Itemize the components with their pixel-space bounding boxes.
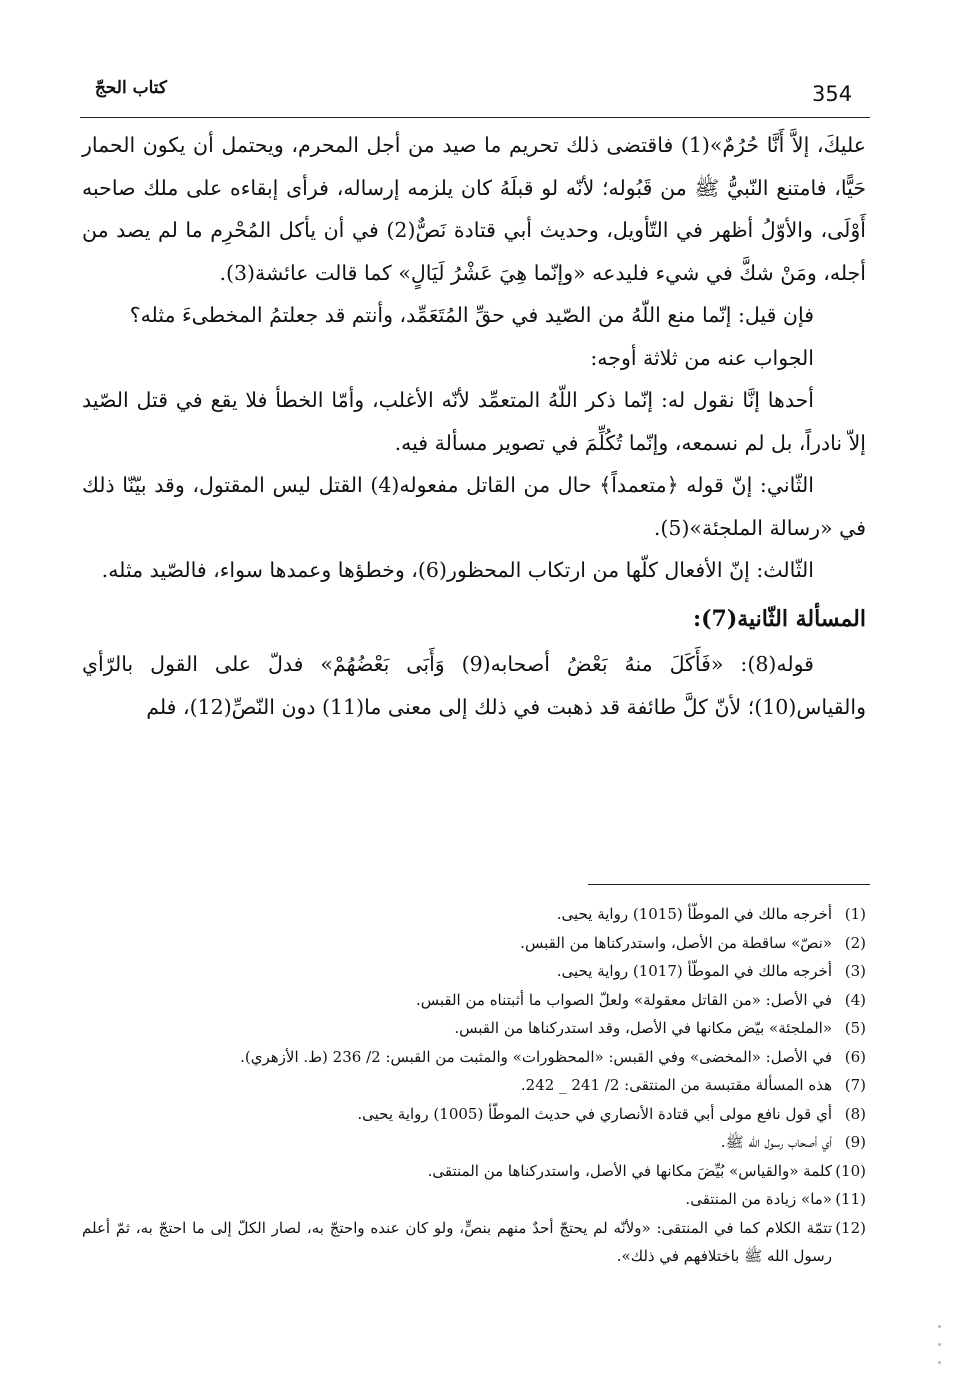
footnote-item xyxy=(82,1014,866,1043)
header-rule xyxy=(80,117,870,118)
page-number: 354 xyxy=(812,82,853,106)
footnote-item xyxy=(82,1157,866,1186)
section-heading: المسألة الثّانية(7): xyxy=(693,605,866,632)
footnote-number: (1) xyxy=(844,905,866,923)
footnote-rule xyxy=(588,884,870,885)
footnote-text: في الأصل: «المخضى» وفي القبس: «المحظورات» والمثبت من القبس: 2/ 236 (ط. الأزهري). xyxy=(240,1047,832,1066)
paragraph: الثّاني: إنّ قوله ﴿متعمداً﴾ حال من القاتل مفعوله(4) القتل ليس المقتول، وقد بيّنّا ذلك في «رسالة الملجئة»(5). xyxy=(82,473,866,540)
footnotes xyxy=(82,900,866,1271)
footnote-number: (5) xyxy=(844,1019,866,1037)
footnote-number: (11) xyxy=(835,1190,866,1208)
footnote-item xyxy=(82,1185,866,1214)
footnote-number: (9) xyxy=(844,1133,866,1151)
footnote-item xyxy=(82,1128,866,1157)
footnote-number: (3) xyxy=(844,962,866,980)
scan-speck xyxy=(938,1361,941,1364)
footnote-item xyxy=(82,986,866,1015)
footnote-text: أخرجه مالك في الموطّأ (1015) رواية يحيى. xyxy=(556,905,832,923)
scan-speck xyxy=(938,1343,941,1346)
footnote-text: تتمّة الكلام كما في المنتقى: «ولأنّه لم يحتجّ أحدٌ منهم بنصٍّ، ولو كان عنده واحتجّ به، لصار الكلّ إلى ما احتجّ به، ثمّ أعلم رسول الله ﷺ باختلافهم في ذلك». xyxy=(82,1218,832,1265)
footnote-text: أي قول نافع مولى أبي قتادة الأنصاري في حديث الموطّأ (1005) رواية يحيى. xyxy=(357,1104,832,1123)
footnote-text: في الأصل: «من القاتل معقولة» ولعلّ الصواب ما أثبتناه من القبس. xyxy=(415,990,832,1009)
footnote-item xyxy=(82,1100,866,1129)
paragraph: فإن قيل: إنّما منع اللّهُ من الصّيد في حقِّ المُتَعَمِّد، وأنتم قد جعلتمُ المخطىءَ مثله؟ xyxy=(129,303,814,327)
footnote-item xyxy=(82,900,866,929)
footnote-text: هذه المسألة مقتبسة من المنتقى: 2/ 241 _ 242. xyxy=(520,1076,832,1094)
footnote-text: أي أصحاب رسول الله ﷺ. xyxy=(720,1133,832,1151)
footnote-number: (7) xyxy=(844,1076,866,1094)
footnote-item xyxy=(82,957,866,986)
scan-speck xyxy=(938,1325,941,1328)
footnote-text: أخرجه مالك في الموطّأ (1017) رواية يحيى. xyxy=(556,962,832,980)
footnote-text: «ما» زيادة من المنتقى. xyxy=(685,1190,832,1208)
footnote-number: (2) xyxy=(844,933,866,952)
paragraph: قوله(8): «فَأَكَلَ منهُ بَعْضُ أصحابه(9) وَأَبَى بَعْضُهُمْ» فدلّ على القول بالرّأي والقياس(10)؛ لأنّ كلَّ طائفة قد ذهبت في ذلك إلى معنى ما(11) دون النّصِّ(12)، فلم xyxy=(82,652,866,719)
paragraph: الجواب عنه من ثلاثة أوجه: xyxy=(590,345,814,370)
paragraph: عليكَ، إلاَّ أَنَّا حُرُمٌ»(1) فاقتضى ذلك تحريم ما صيد من أجل المحرم، ويحتمل أن يكون الحمار حَيًّا، فامتنع النّبيُّ ﷺ من قَبُوله؛ لأنّه لو قبلَهُ كان يلزمه إرساله، فرأى إبقاءه على ملك صاحبه أَوْلَى، والأوّلُ أظهر في التّأويل، وحديث أبي قتادة نَصٌّ(2) في أن يأكل المُحْرِم ما لم يصد من أجله، ومَنْ شكَّ في شيء فليدعه «وإنّما هِيَ عَشْرُ لَيَالٍ» كما قالت عائشة(3). xyxy=(82,133,866,285)
main-text xyxy=(82,124,866,728)
footnote-number: (4) xyxy=(844,990,866,1009)
footnote-text: «نصّ» ساقطة من الأصل، واستدركناها من القبس. xyxy=(520,933,832,952)
footnote-number: (6) xyxy=(844,1047,866,1066)
running-title: كتاب الحجّ xyxy=(94,78,167,98)
paragraph: أحدها إنَّا نقول له: إنّما ذكر اللّهُ المتعمِّد لأنّه الأغلب، وأمّا الخطأ فلا يقع في قتل الصّيد إلاّ نادراً، بل لم نسمعه، وإنّما تُكُلِّمَ في تصوير مسألة فيه. xyxy=(82,388,866,455)
paragraph: الثّالث: إنّ الأفعال كلّها من ارتكاب المحظور(6)، وخطؤها وعمدها سواء، فالصّيد مثله. xyxy=(101,558,814,582)
footnote-item xyxy=(82,1043,866,1072)
footnote-text: كلمة «والقياس» بُيِّضَ مكانها في الأصل، واستدركناها من المنتقى. xyxy=(427,1161,832,1180)
footnote-number: (8) xyxy=(844,1104,866,1123)
footnote-item xyxy=(82,1214,866,1271)
footnote-number: (10) xyxy=(835,1161,866,1180)
footnote-item xyxy=(82,1071,866,1100)
footnote-text: «الملجئة» بيّض مكانها في الأصل، وقد استدركناها من القبس. xyxy=(454,1019,832,1037)
footnote-number: (12) xyxy=(835,1218,866,1237)
footnote-item xyxy=(82,929,866,958)
